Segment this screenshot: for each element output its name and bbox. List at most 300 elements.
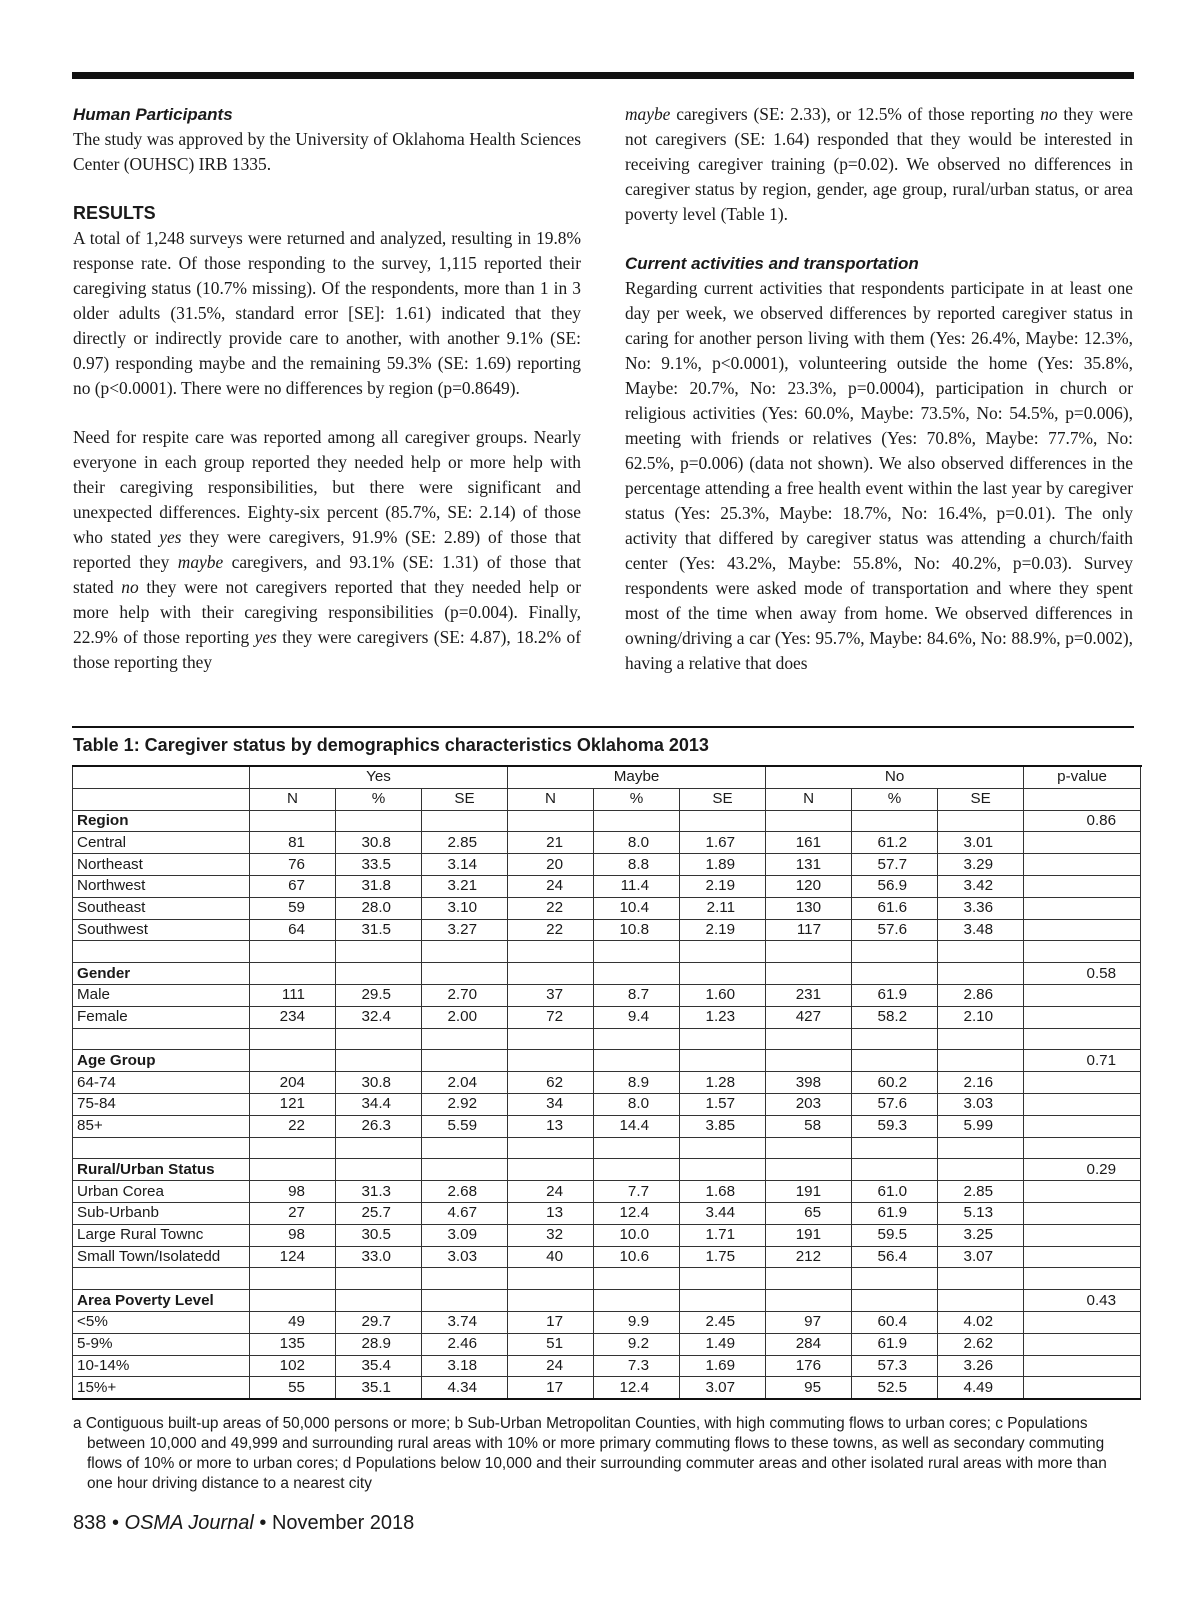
value-cell: 35.1 xyxy=(336,1377,422,1399)
sub-header-cell: SE xyxy=(938,788,1024,810)
empty-cell xyxy=(336,963,422,985)
row-label: Southeast xyxy=(73,897,250,919)
value-cell: 2.10 xyxy=(938,1006,1024,1028)
empty-cell xyxy=(422,1290,508,1312)
empty-cell xyxy=(73,1028,250,1050)
value-cell: 3.03 xyxy=(938,1093,1024,1115)
value-cell: 3.74 xyxy=(422,1311,508,1333)
empty-cell xyxy=(508,1268,594,1290)
empty-cell xyxy=(1024,919,1141,941)
value-cell: 81 xyxy=(250,832,336,854)
value-cell: 2.46 xyxy=(422,1333,508,1355)
value-cell: 1.68 xyxy=(680,1181,766,1203)
empty-cell xyxy=(422,941,508,963)
value-cell: 76 xyxy=(250,854,336,876)
value-cell: 61.9 xyxy=(852,1202,938,1224)
empty-cell xyxy=(250,1050,336,1072)
value-cell: 13 xyxy=(508,1202,594,1224)
value-cell: 10.6 xyxy=(594,1246,680,1268)
value-cell: 61.0 xyxy=(852,1181,938,1203)
results-paragraph-1: A total of 1,248 surveys were returned and analyzed, resulting in 19.8% response rate. Of those responding to the survey, 1,115 reported their caregiving status (10.7% missing). Of the respondents, more than 1 in 3 older adults (31.5%, standard error [SE]: 1.61) indicated that they directly or indirectly provide care to another, with another 9.1% (SE: 0.97) responding maybe and the remaining 59.3% (SE: 1.69) reporting no (p<0.0001). There were no differences by region (p=0.8649). xyxy=(73,228,581,398)
value-cell: 31.5 xyxy=(336,919,422,941)
p-value-cell: 0.71 xyxy=(1024,1050,1141,1072)
value-cell: 10.8 xyxy=(594,919,680,941)
value-cell: 22 xyxy=(508,919,594,941)
empty-cell xyxy=(336,1050,422,1072)
value-cell: 28.9 xyxy=(336,1333,422,1355)
empty-cell xyxy=(766,963,852,985)
participants-paragraph: The study was approved by the University of Oklahoma Health Sciences Center (OUHSC) IRB 1335. xyxy=(73,129,581,174)
value-cell: 2.04 xyxy=(422,1072,508,1094)
spacer-row xyxy=(73,941,1141,963)
value-cell: 98 xyxy=(250,1224,336,1246)
empty-cell xyxy=(766,1137,852,1159)
value-cell: 3.18 xyxy=(422,1355,508,1377)
empty-cell xyxy=(938,963,1024,985)
value-cell: 4.67 xyxy=(422,1202,508,1224)
value-cell: 17 xyxy=(508,1377,594,1399)
value-cell: 131 xyxy=(766,854,852,876)
empty-cell xyxy=(938,810,1024,832)
p-value-cell: 0.86 xyxy=(1024,810,1141,832)
row-label: Sub-Urbanb xyxy=(73,1202,250,1224)
empty-cell xyxy=(1024,1006,1141,1028)
value-cell: 212 xyxy=(766,1246,852,1268)
row-label: <5% xyxy=(73,1311,250,1333)
value-cell: 29.5 xyxy=(336,984,422,1006)
value-cell: 35.4 xyxy=(336,1355,422,1377)
value-cell: 1.89 xyxy=(680,854,766,876)
value-cell: 7.3 xyxy=(594,1355,680,1377)
value-cell: 3.09 xyxy=(422,1224,508,1246)
empty-cell xyxy=(852,1268,938,1290)
value-cell: 3.27 xyxy=(422,919,508,941)
row-label: 10-14% xyxy=(73,1355,250,1377)
value-cell: 61.9 xyxy=(852,1333,938,1355)
heading-activities: Current activities and transportation xyxy=(625,254,919,273)
empty-cell xyxy=(1024,1333,1141,1355)
heading-human-participants: Human Participants xyxy=(73,105,233,124)
empty-cell xyxy=(73,1137,250,1159)
results-paragraph-2: Need for respite care was reported among all caregiver groups. Nearly everyone in each group reported they needed help or more help with their caregiving responsibilities, but there were significant and unexpected differences. Eighty-six percent (85.7%, SE: 2.14) of those who stated yes they were caregivers, 91.9% (SE: 2.89) of those that reported they maybe caregivers, and 93.1% (SE: 1.31) of those that stated no they were not caregivers reported that they needed help or more help with their caregiving responsibilities (p=0.004). Finally, 22.9% of those reporting yes they were caregivers (SE: 4.87), 18.2% of those reporting they xyxy=(73,427,581,672)
value-cell: 24 xyxy=(508,1181,594,1203)
empty-cell xyxy=(336,1290,422,1312)
table-row xyxy=(73,897,1141,919)
section-label: Region xyxy=(73,810,250,832)
sub-header-cell: N xyxy=(250,788,336,810)
value-cell: 32.4 xyxy=(336,1006,422,1028)
p-value-cell: 0.29 xyxy=(1024,1159,1141,1181)
value-cell: 57.7 xyxy=(852,854,938,876)
table-top-rule xyxy=(72,726,1134,728)
value-cell: 3.07 xyxy=(938,1246,1024,1268)
empty-cell xyxy=(336,810,422,832)
empty-cell xyxy=(422,1137,508,1159)
value-cell: 31.3 xyxy=(336,1181,422,1203)
value-cell: 9.9 xyxy=(594,1311,680,1333)
value-cell: 1.75 xyxy=(680,1246,766,1268)
spacer-row xyxy=(73,1028,1141,1050)
value-cell: 31.8 xyxy=(336,875,422,897)
value-cell: 191 xyxy=(766,1224,852,1246)
table-row xyxy=(73,1224,1141,1246)
table-row xyxy=(73,1355,1141,1377)
footer-separator-1: • xyxy=(111,1512,119,1534)
table-row xyxy=(73,854,1141,876)
empty-cell xyxy=(250,1290,336,1312)
empty-cell xyxy=(250,1028,336,1050)
empty-cell xyxy=(938,941,1024,963)
issue-date: November 2018 xyxy=(271,1512,415,1534)
header-blank-cell xyxy=(73,766,250,788)
value-cell: 8.0 xyxy=(594,832,680,854)
value-cell: 14.4 xyxy=(594,1115,680,1137)
empty-cell xyxy=(766,1050,852,1072)
table-row xyxy=(73,1181,1141,1203)
value-cell: 24 xyxy=(508,875,594,897)
value-cell: 56.4 xyxy=(852,1246,938,1268)
table-footnote xyxy=(73,1414,1135,1494)
header-blank-cell xyxy=(73,788,250,810)
table-row xyxy=(73,1377,1141,1399)
empty-cell xyxy=(852,1290,938,1312)
value-cell: 121 xyxy=(250,1093,336,1115)
value-cell: 2.86 xyxy=(938,984,1024,1006)
section-label: Rural/Urban Status xyxy=(73,1159,250,1181)
value-cell: 5.59 xyxy=(422,1115,508,1137)
value-cell: 32 xyxy=(508,1224,594,1246)
row-label: Northwest xyxy=(73,875,250,897)
empty-cell xyxy=(1024,1377,1141,1399)
value-cell: 1.71 xyxy=(680,1224,766,1246)
empty-cell xyxy=(508,1028,594,1050)
value-cell: 2.19 xyxy=(680,919,766,941)
value-cell: 56.9 xyxy=(852,875,938,897)
empty-cell xyxy=(680,810,766,832)
empty-cell xyxy=(1024,1202,1141,1224)
empty-cell xyxy=(1024,1137,1141,1159)
empty-cell xyxy=(680,1159,766,1181)
table-row xyxy=(73,1115,1141,1137)
empty-cell xyxy=(766,1159,852,1181)
empty-cell xyxy=(680,1137,766,1159)
value-cell: 57.3 xyxy=(852,1355,938,1377)
value-cell: 1.28 xyxy=(680,1072,766,1094)
sub-header-cell: % xyxy=(336,788,422,810)
value-cell: 22 xyxy=(508,897,594,919)
empty-cell xyxy=(594,1137,680,1159)
value-cell: 95 xyxy=(766,1377,852,1399)
section-label: Gender xyxy=(73,963,250,985)
table-row xyxy=(73,1311,1141,1333)
spacer-row xyxy=(73,1268,1141,1290)
empty-cell xyxy=(508,1137,594,1159)
empty-cell xyxy=(594,941,680,963)
empty-cell xyxy=(508,1290,594,1312)
value-cell: 59.5 xyxy=(852,1224,938,1246)
value-cell: 17 xyxy=(508,1311,594,1333)
empty-cell xyxy=(594,1268,680,1290)
value-cell: 1.67 xyxy=(680,832,766,854)
value-cell: 2.62 xyxy=(938,1333,1024,1355)
empty-cell xyxy=(250,1137,336,1159)
empty-cell xyxy=(938,1137,1024,1159)
value-cell: 3.29 xyxy=(938,854,1024,876)
empty-cell xyxy=(938,1050,1024,1072)
group-header-cell: Yes xyxy=(250,766,508,788)
value-cell: 61.9 xyxy=(852,984,938,1006)
value-cell: 27 xyxy=(250,1202,336,1224)
empty-cell xyxy=(1024,1246,1141,1268)
sub-header-cell: % xyxy=(852,788,938,810)
value-cell: 120 xyxy=(766,875,852,897)
value-cell: 124 xyxy=(250,1246,336,1268)
value-cell: 30.8 xyxy=(336,1072,422,1094)
value-cell: 57.6 xyxy=(852,919,938,941)
empty-cell xyxy=(336,1028,422,1050)
empty-cell xyxy=(1024,897,1141,919)
sub-header-cell: SE xyxy=(422,788,508,810)
value-cell: 3.03 xyxy=(422,1246,508,1268)
value-cell: 2.00 xyxy=(422,1006,508,1028)
value-cell: 60.4 xyxy=(852,1311,938,1333)
section-header-row xyxy=(73,810,1141,832)
value-cell: 1.49 xyxy=(680,1333,766,1355)
value-cell: 59.3 xyxy=(852,1115,938,1137)
empty-cell xyxy=(938,1290,1024,1312)
header-blank-cell xyxy=(1024,788,1141,810)
value-cell: 25.7 xyxy=(336,1202,422,1224)
row-label: Urban Corea xyxy=(73,1181,250,1203)
heading-results: RESULTS xyxy=(73,203,156,223)
empty-cell xyxy=(852,1028,938,1050)
empty-cell xyxy=(508,963,594,985)
empty-cell xyxy=(594,1028,680,1050)
value-cell: 8.7 xyxy=(594,984,680,1006)
table-row xyxy=(73,1093,1141,1115)
value-cell: 67 xyxy=(250,875,336,897)
footer-separator-2: • xyxy=(259,1512,267,1534)
value-cell: 2.68 xyxy=(422,1181,508,1203)
empty-cell xyxy=(1024,875,1141,897)
value-cell: 33.0 xyxy=(336,1246,422,1268)
value-cell: 284 xyxy=(766,1333,852,1355)
group-header-cell: Maybe xyxy=(508,766,766,788)
value-cell: 61.6 xyxy=(852,897,938,919)
p-value-cell: 0.43 xyxy=(1024,1290,1141,1312)
value-cell: 30.8 xyxy=(336,832,422,854)
value-cell: 20 xyxy=(508,854,594,876)
empty-cell xyxy=(250,941,336,963)
empty-cell xyxy=(250,1159,336,1181)
empty-cell xyxy=(250,810,336,832)
value-cell: 3.10 xyxy=(422,897,508,919)
row-label: Southwest xyxy=(73,919,250,941)
row-label: Central xyxy=(73,832,250,854)
value-cell: 13 xyxy=(508,1115,594,1137)
row-label: Northeast xyxy=(73,854,250,876)
value-cell: 3.26 xyxy=(938,1355,1024,1377)
value-cell: 34 xyxy=(508,1093,594,1115)
value-cell: 57.6 xyxy=(852,1093,938,1115)
empty-cell xyxy=(594,810,680,832)
empty-cell xyxy=(938,1028,1024,1050)
value-cell: 10.4 xyxy=(594,897,680,919)
empty-cell xyxy=(594,1050,680,1072)
value-cell: 3.25 xyxy=(938,1224,1024,1246)
value-cell: 231 xyxy=(766,984,852,1006)
empty-cell xyxy=(852,810,938,832)
value-cell: 2.85 xyxy=(938,1181,1024,1203)
empty-cell xyxy=(594,1290,680,1312)
results-continuation: maybe caregivers (SE: 2.33), or 12.5% of those reporting no they were not caregivers (SE: 1.64) responded that they would be interested in receiving caregiver training (p=0.02). We observed no differences in caregiver status by region, gender, age group, rural/urban status, or area poverty level (Table 1). xyxy=(625,104,1133,224)
table-row xyxy=(73,919,1141,941)
section-header-row xyxy=(73,963,1141,985)
section-header-row xyxy=(73,1159,1141,1181)
value-cell: 58 xyxy=(766,1115,852,1137)
empty-cell xyxy=(852,963,938,985)
value-cell: 62 xyxy=(508,1072,594,1094)
empty-cell xyxy=(938,1268,1024,1290)
value-cell: 7.7 xyxy=(594,1181,680,1203)
value-cell: 51 xyxy=(508,1333,594,1355)
value-cell: 234 xyxy=(250,1006,336,1028)
value-cell: 2.11 xyxy=(680,897,766,919)
value-cell: 3.42 xyxy=(938,875,1024,897)
empty-cell xyxy=(73,1268,250,1290)
row-label: Small Town/Isolatedd xyxy=(73,1246,250,1268)
value-cell: 1.60 xyxy=(680,984,766,1006)
row-label: 15%+ xyxy=(73,1377,250,1399)
empty-cell xyxy=(1024,832,1141,854)
table-title: Table 1: Caregiver status by demographics characteristics Oklahoma 2013 xyxy=(73,735,709,755)
section-header-row xyxy=(73,1290,1141,1312)
row-label: 75-84 xyxy=(73,1093,250,1115)
empty-cell xyxy=(766,810,852,832)
value-cell: 427 xyxy=(766,1006,852,1028)
empty-cell xyxy=(422,1159,508,1181)
value-cell: 12.4 xyxy=(594,1202,680,1224)
empty-cell xyxy=(422,963,508,985)
empty-cell xyxy=(1024,1028,1141,1050)
empty-cell xyxy=(852,1159,938,1181)
empty-cell xyxy=(938,1159,1024,1181)
empty-cell xyxy=(680,941,766,963)
empty-cell xyxy=(766,1268,852,1290)
empty-cell xyxy=(73,941,250,963)
empty-cell xyxy=(422,1050,508,1072)
empty-cell xyxy=(508,941,594,963)
value-cell: 111 xyxy=(250,984,336,1006)
right-column xyxy=(625,102,1133,676)
table-row xyxy=(73,1246,1141,1268)
value-cell: 2.19 xyxy=(680,875,766,897)
value-cell: 72 xyxy=(508,1006,594,1028)
top-rule xyxy=(72,72,1134,79)
value-cell: 49 xyxy=(250,1311,336,1333)
table-row xyxy=(73,1072,1141,1094)
empty-cell xyxy=(508,1159,594,1181)
empty-cell xyxy=(1024,1355,1141,1377)
value-cell: 4.34 xyxy=(422,1377,508,1399)
value-cell: 21 xyxy=(508,832,594,854)
footnote-text: a Contiguous built-up areas of 50,000 persons or more; b Sub-Urban Metropolitan Counties, with high commuting flows to urban cores; c Populations between 10,000 and 49,999 and surrounding rural areas with 10% or more primary commuting flows to these towns, as well as secondary commuting flows of 10% or more to urban cores; d Populations below 10,000 and their surrounding commuter areas and other isolated rural areas with more than one hour driving distance to a nearest city xyxy=(73,1415,1107,1492)
value-cell: 64 xyxy=(250,919,336,941)
empty-cell xyxy=(1024,984,1141,1006)
table-sub-header-row xyxy=(73,788,1141,810)
group-header-cell: p-value xyxy=(1024,766,1141,788)
empty-cell xyxy=(766,941,852,963)
value-cell: 65 xyxy=(766,1202,852,1224)
value-cell: 12.4 xyxy=(594,1377,680,1399)
empty-cell xyxy=(680,1050,766,1072)
left-column xyxy=(73,102,581,675)
activities-paragraph: Regarding current activities that respondents participate in at least one day per week, we observed differences by reported caregiver status in caring for another person living with them (Yes: 26.4%, Maybe: 12.3%, No: 9.1%, p<0.0001), volunteering outside the home (Yes: 35.8%, Maybe: 20.7%, No: 23.3%, p=0.0004), participation in church or religious activities (Yes: 60.0%, Maybe: 73.5%, No: 54.5%, p=0.006), meeting with friends or relatives (Yes: 70.8%, Maybe: 77.7%, No: 62.5%, p=0.006) (data not shown). We also observed differences in the percentage attending a free health event within the last year by caregiver status (Yes: 25.3%, Maybe: 18.7%, No: 16.4%, p=0.01). The only activity that differed by caregiver status was attending a church/faith center (Yes: 43.2%, Maybe: 55.8%, No: 40.2%, p=0.03). Survey respondents were asked mode of transportation and where they spent most of the time when away from home. We observed differences in owning/driving a car (Yes: 95.7%, Maybe: 84.6%, No: 88.9%, p=0.002), having a relative that does xyxy=(625,278,1133,673)
table-row xyxy=(73,984,1141,1006)
value-cell: 30.5 xyxy=(336,1224,422,1246)
value-cell: 161 xyxy=(766,832,852,854)
empty-cell xyxy=(1024,1181,1141,1203)
empty-cell xyxy=(680,1028,766,1050)
value-cell: 97 xyxy=(766,1311,852,1333)
value-cell: 102 xyxy=(250,1355,336,1377)
value-cell: 98 xyxy=(250,1181,336,1203)
empty-cell xyxy=(680,1290,766,1312)
empty-cell xyxy=(594,1159,680,1181)
empty-cell xyxy=(336,1268,422,1290)
sub-header-cell: SE xyxy=(680,788,766,810)
value-cell: 2.45 xyxy=(680,1311,766,1333)
empty-cell xyxy=(508,810,594,832)
value-cell: 1.57 xyxy=(680,1093,766,1115)
value-cell: 3.21 xyxy=(422,875,508,897)
empty-cell xyxy=(766,1290,852,1312)
table-group-header-row xyxy=(73,766,1141,788)
value-cell: 191 xyxy=(766,1181,852,1203)
value-cell: 52.5 xyxy=(852,1377,938,1399)
value-cell: 1.69 xyxy=(680,1355,766,1377)
caregiver-status-table xyxy=(72,765,1141,1400)
value-cell: 37 xyxy=(508,984,594,1006)
sub-header-cell: N xyxy=(766,788,852,810)
value-cell: 24 xyxy=(508,1355,594,1377)
value-cell: 59 xyxy=(250,897,336,919)
empty-cell xyxy=(422,1028,508,1050)
empty-cell xyxy=(336,941,422,963)
table-row xyxy=(73,1006,1141,1028)
row-label: 64-74 xyxy=(73,1072,250,1094)
empty-cell xyxy=(1024,1224,1141,1246)
value-cell: 2.16 xyxy=(938,1072,1024,1094)
value-cell: 1.23 xyxy=(680,1006,766,1028)
row-label: Male xyxy=(73,984,250,1006)
value-cell: 5.99 xyxy=(938,1115,1024,1137)
value-cell: 117 xyxy=(766,919,852,941)
empty-cell xyxy=(1024,941,1141,963)
value-cell: 3.01 xyxy=(938,832,1024,854)
empty-cell xyxy=(852,941,938,963)
p-value-cell: 0.58 xyxy=(1024,963,1141,985)
sub-header-cell: N xyxy=(508,788,594,810)
row-label: Female xyxy=(73,1006,250,1028)
spacer-row xyxy=(73,1137,1141,1159)
empty-cell xyxy=(852,1137,938,1159)
value-cell: 5.13 xyxy=(938,1202,1024,1224)
empty-cell xyxy=(1024,1311,1141,1333)
empty-cell xyxy=(508,1050,594,1072)
empty-cell xyxy=(250,1268,336,1290)
value-cell: 8.0 xyxy=(594,1093,680,1115)
